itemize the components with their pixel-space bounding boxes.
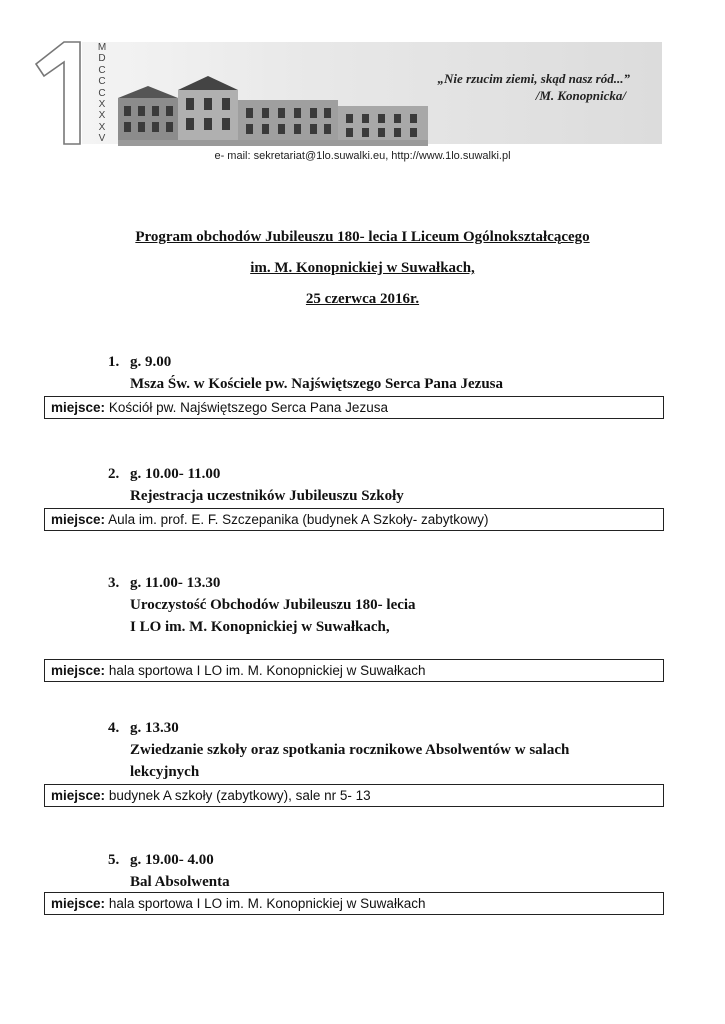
motto-line: „Nie rzucim ziemi, skąd nasz ród...” <box>437 71 630 86</box>
roman-letter: D <box>98 53 106 65</box>
program-title: Program obchodów Jubileuszu 180- lecia I Liceum Ogólnokształcącego <box>135 229 590 245</box>
item-description: Bal Absolwenta <box>130 874 230 890</box>
letterhead <box>30 40 662 146</box>
schedule-item <box>108 463 404 507</box>
location-label: miejsce: <box>51 896 106 911</box>
item-description: Rejestracja uczestników Jubileuszu Szkoły <box>130 488 404 504</box>
item-number: 2. <box>108 466 120 482</box>
location-box <box>44 508 664 531</box>
motto-quote <box>438 70 631 104</box>
item-number: 1. <box>108 354 120 370</box>
location-box <box>44 659 664 682</box>
location-label: miejsce: <box>51 663 106 678</box>
program-date: 25 czerwca 2016r. <box>305 291 420 307</box>
roman-letter: X <box>98 110 106 122</box>
roman-letter: X <box>98 99 106 111</box>
item-time: g. 19.00- 4.00 <box>130 852 214 868</box>
school-building-illustration <box>118 76 428 146</box>
item-description: Uroczystość Obchodów Jubileuszu 180- lecia <box>130 597 416 613</box>
item-number: 3. <box>108 575 120 591</box>
item-description: lekcyjnych <box>130 764 200 780</box>
location-box <box>44 784 664 807</box>
roman-numeral-year <box>94 42 110 145</box>
item-description: I LO im. M. Konopnickiej w Suwałkach, <box>130 619 390 635</box>
roman-letter: C <box>98 87 106 99</box>
schedule-item <box>108 849 230 893</box>
location-label: miejsce: <box>51 788 106 803</box>
item-time: g. 13.30 <box>130 720 179 736</box>
motto-author: /M. Konopnicka/ <box>535 88 626 103</box>
location-label: miejsce: <box>51 512 106 527</box>
schedule-item <box>108 572 416 638</box>
contact-line: e- mail: sekretariat@1lo.suwalki.eu, http://www.1lo.suwalki.pl <box>214 150 511 162</box>
location-box <box>44 892 664 915</box>
schedule-item <box>108 351 503 395</box>
item-time: g. 9.00 <box>130 354 172 370</box>
item-number: 5. <box>108 852 120 868</box>
item-description: Msza Św. w Kościele pw. Najświętszego Serca Pana Jezusa <box>130 376 504 392</box>
roman-letter: X <box>98 121 106 133</box>
roman-letter: M <box>97 42 107 53</box>
school-number-one-logo <box>30 40 82 146</box>
item-time: g. 11.00- 13.30 <box>130 575 221 591</box>
item-description: Zwiedzanie szkoły oraz spotkania rocznikowe Absolwentów w salach <box>130 742 570 758</box>
location-value: budynek A szkoły (zabytkowy), sale nr 5- 13 <box>108 788 371 803</box>
location-value: Kościół pw. Najświętszego Serca Pana Jezusa <box>108 400 388 415</box>
roman-letter: C <box>98 64 106 76</box>
program-title-school: im. M. Konopnickiej w Suwałkach, <box>250 260 475 276</box>
roman-letter: V <box>98 133 106 145</box>
location-label: miejsce: <box>51 400 106 415</box>
location-value: Aula im. prof. E. F. Szczepanika (budynek A Szkoły- zabytkowy) <box>108 512 489 527</box>
roman-letter: C <box>98 76 106 88</box>
schedule-item <box>108 717 569 783</box>
item-time: g. 10.00- 11.00 <box>130 466 221 482</box>
location-box <box>44 396 664 419</box>
location-value: hala sportowa I LO im. M. Konopnickiej w Suwałkach <box>108 663 426 678</box>
item-number: 4. <box>108 720 120 736</box>
location-value: hala sportowa I LO im. M. Konopnickiej w Suwałkach <box>108 896 426 911</box>
